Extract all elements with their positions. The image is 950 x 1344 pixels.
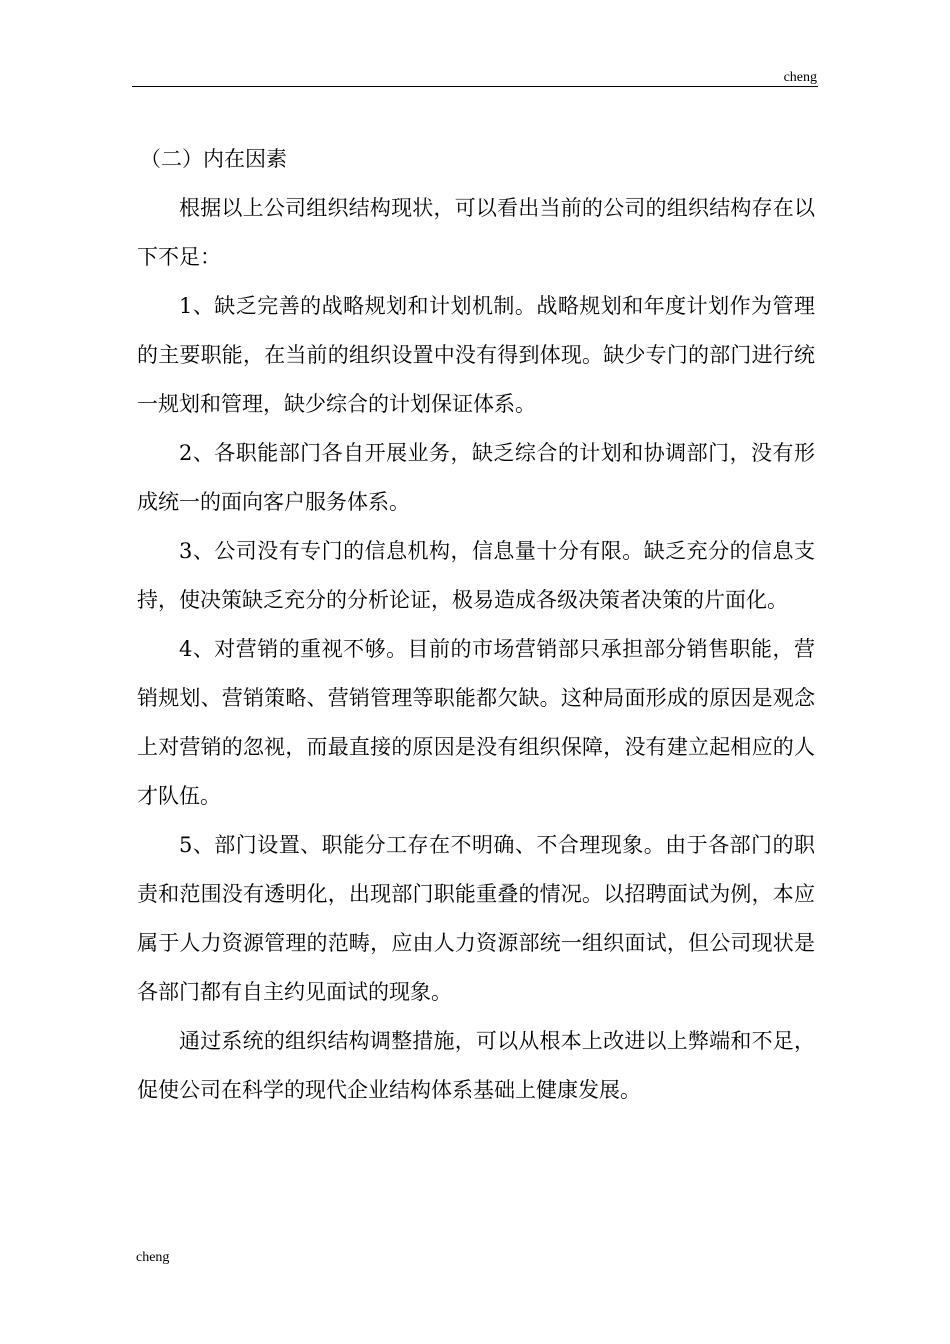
paragraph-item-5: 5、部门设置、职能分工存在不明确、不合理现象。由于各部门的职责和范围没有透明化，出现部门职能重叠的情况。以招聘面试为例，本应属于人力资源管理的范畴，应由人力资源部统一组织面试，但公司现状是各部门都有自主约见面试的现象。 bbox=[137, 833, 815, 1004]
paragraph-item-4: 4、对营销的重视不够。目前的市场营销部只承担部分销售职能，营销规划、营销策略、营销管理等职能都欠缺。这种局面形成的原因是观念上对营销的忽视，而最直接的原因是没有组织保障，没有建立起相应的人才队伍。 bbox=[137, 637, 815, 808]
header-rule bbox=[132, 86, 818, 87]
paragraph-item-3: 3、公司没有专门的信息机构，信息量十分有限。缺乏充分的信息支持，使决策缺乏充分的分析论证，极易造成各级决策者决策的片面化。 bbox=[137, 539, 815, 612]
section-heading: （二）内在因素 bbox=[140, 147, 287, 171]
paragraph-conclusion: 通过系统的组织结构调整措施，可以从根本上改进以上弊端和不足，促使公司在科学的现代企业结构体系基础上健康发展。 bbox=[137, 1029, 815, 1102]
paragraph-item-1: 1、缺乏完善的战略规划和计划机制。战略规划和年度计划作为管理的主要职能，在当前的组织设置中没有得到体现。缺少专门的部门进行统一规划和管理，缺少综合的计划保证体系。 bbox=[137, 294, 815, 416]
paragraph-intro: 根据以上公司组织结构现状，可以看出当前的公司的组织结构存在以下不足： bbox=[137, 196, 815, 269]
paragraph-item-2: 2、各职能部门各自开展业务，缺乏综合的计划和协调部门，没有形成统一的面向客户服务体系。 bbox=[137, 441, 815, 514]
document-body bbox=[137, 136, 815, 1115]
page-footer-text: cheng bbox=[136, 1250, 170, 1265]
page-header-text: cheng bbox=[783, 70, 817, 85]
